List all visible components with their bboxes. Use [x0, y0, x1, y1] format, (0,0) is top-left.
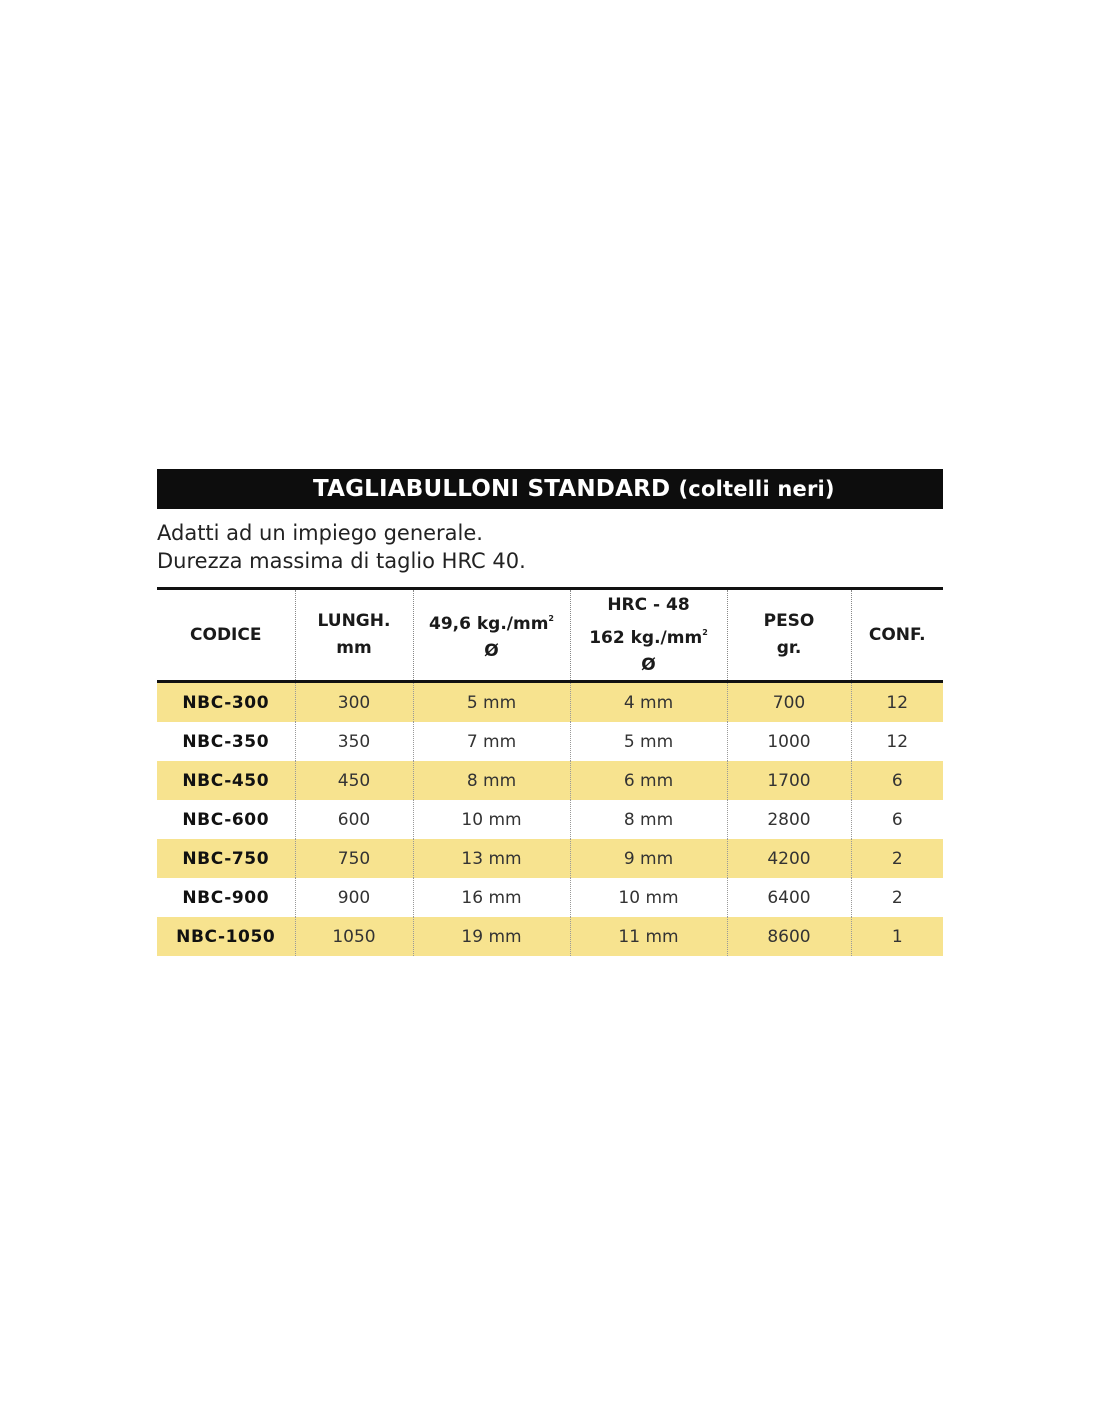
table-row — [157, 722, 943, 761]
cell-peso: 8600 — [727, 917, 851, 956]
header-hrc-label: HRC - 48 — [607, 594, 690, 615]
product-sheet — [157, 469, 943, 956]
cell-lungh: 350 — [295, 722, 413, 761]
title-suffix: (coltelli neri) — [678, 477, 835, 501]
cell-diameter-hrc48: 8 mm — [570, 800, 727, 839]
cell-conf: 6 — [851, 761, 943, 800]
header-peso-unit: gr. — [776, 638, 802, 658]
header-lungh — [295, 590, 413, 682]
header-diameter-standard — [413, 590, 570, 682]
cell-diameter-standard: 7 mm — [413, 722, 570, 761]
table-row — [157, 682, 943, 723]
cell-codice: NBC-750 — [157, 839, 295, 878]
header-conf-label: CONF. — [868, 624, 926, 645]
cell-diameter-hrc48: 9 mm — [570, 839, 727, 878]
cell-conf: 6 — [851, 800, 943, 839]
cell-lungh: 600 — [295, 800, 413, 839]
cell-diameter-standard: 19 mm — [413, 917, 570, 956]
cell-peso: 4200 — [727, 839, 851, 878]
header-hrc-strength: 162 $kg./mm^2$ — [589, 627, 708, 648]
cell-diameter-standard: 5 mm — [413, 682, 570, 723]
cell-diameter-standard: 16 mm — [413, 878, 570, 917]
spec-table — [157, 590, 943, 956]
cell-conf: 1 — [851, 917, 943, 956]
intro-line-2: Durezza massima di taglio HRC 40. — [157, 549, 526, 573]
cell-diameter-standard: 13 mm — [413, 839, 570, 878]
cell-lungh: 300 — [295, 682, 413, 723]
table-row — [157, 800, 943, 839]
header-diameter-hrc48 — [570, 590, 727, 682]
cell-conf: 12 — [851, 682, 943, 723]
diameter-symbol-2: Ø — [641, 654, 656, 675]
diameter-symbol-1: Ø — [484, 641, 499, 661]
table-header-row — [157, 590, 943, 682]
cell-conf: 12 — [851, 722, 943, 761]
header-conf — [851, 590, 943, 682]
cell-diameter-standard: 8 mm — [413, 761, 570, 800]
cell-conf: 2 — [851, 878, 943, 917]
cell-peso: 1000 — [727, 722, 851, 761]
cell-lungh: 450 — [295, 761, 413, 800]
header-peso — [727, 590, 851, 682]
cell-codice: NBC-450 — [157, 761, 295, 800]
table-row — [157, 917, 943, 956]
title-bar — [157, 469, 943, 509]
cell-codice: NBC-1050 — [157, 917, 295, 956]
header-codice — [157, 590, 295, 682]
cell-peso: 2800 — [727, 800, 851, 839]
header-diameter-standard-label: 49,6 $kg./mm^2$ — [428, 614, 554, 634]
table-row — [157, 878, 943, 917]
cell-diameter-hrc48: 4 mm — [570, 682, 727, 723]
table-row — [157, 839, 943, 878]
cell-codice: NBC-350 — [182, 731, 270, 752]
intro-line-1: Adatti ad un impiego generale. — [157, 521, 483, 545]
cell-peso: 6400 — [727, 878, 851, 917]
cell-codice: NBC-900 — [182, 887, 270, 908]
header-lungh-unit: mm — [336, 638, 372, 658]
header-lungh-label: LUNGH. — [317, 611, 391, 631]
cell-diameter-standard: 10 mm — [413, 800, 570, 839]
cell-lungh: 750 — [295, 839, 413, 878]
table-row — [157, 761, 943, 800]
cell-lungh: 900 — [295, 878, 413, 917]
cell-diameter-hrc48: 6 mm — [570, 761, 727, 800]
intro-text — [157, 519, 943, 575]
cell-lungh: 1050 — [295, 917, 413, 956]
cell-diameter-hrc48: 11 mm — [570, 917, 727, 956]
cell-codice: NBC-300 — [157, 682, 295, 723]
header-peso-label: PESO — [763, 611, 815, 631]
cell-peso: 700 — [727, 682, 851, 723]
cell-codice: NBC-600 — [182, 809, 270, 830]
cell-diameter-hrc48: 5 mm — [570, 722, 727, 761]
cell-peso: 1700 — [727, 761, 851, 800]
cell-diameter-hrc48: 10 mm — [570, 878, 727, 917]
cell-conf: 2 — [851, 839, 943, 878]
title-main: TAGLIABULLONI STANDARD — [313, 476, 671, 502]
header-codice-label: CODICE — [190, 624, 262, 645]
